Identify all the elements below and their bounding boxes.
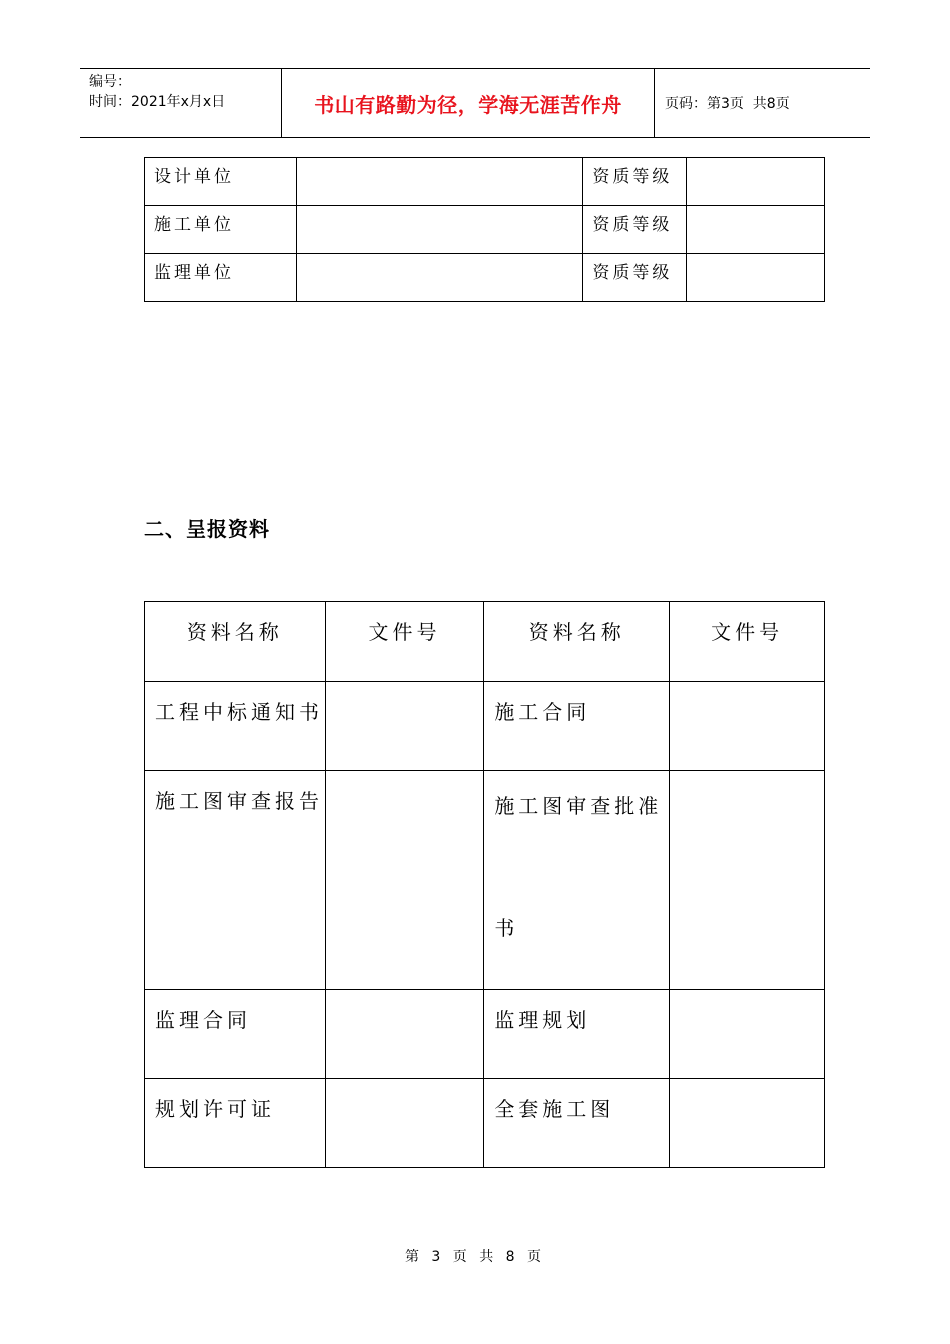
doc-name: 全套施工图 — [494, 1097, 615, 1121]
file-number-cell — [325, 990, 484, 1079]
column-header: 文件号 — [368, 620, 441, 644]
table-row — [145, 254, 825, 302]
units-table — [144, 157, 825, 302]
doc-name-cell — [484, 771, 670, 990]
qual-label: 资质等级 — [592, 263, 673, 283]
qual-value-cell — [687, 206, 825, 254]
unit-label-cell — [145, 206, 297, 254]
header-cell — [145, 602, 326, 682]
page-label: 页码：第3页 共8页 — [665, 96, 790, 112]
file-number-cell — [325, 682, 484, 771]
column-header: 资料名称 — [186, 620, 283, 644]
table-row — [145, 158, 825, 206]
doc-name-cell — [145, 990, 326, 1079]
doc-name-cell — [145, 682, 326, 771]
table-header-row — [145, 602, 825, 682]
unit-label-cell — [145, 254, 297, 302]
qual-label: 资质等级 — [592, 215, 673, 235]
footer-page-number: 第 3 页 共 8 页 — [404, 1249, 546, 1265]
doc-name-cell — [484, 1079, 670, 1168]
unit-label: 设计单位 — [154, 167, 234, 187]
table-row — [145, 771, 825, 990]
documents-table — [144, 601, 825, 1168]
doc-name: 规划许可证 — [155, 1097, 275, 1121]
doc-name-cell — [145, 1079, 326, 1168]
qual-value-cell — [687, 158, 825, 206]
header-page-info — [665, 69, 790, 137]
file-number-cell — [670, 682, 825, 771]
qual-label: 资质等级 — [592, 167, 673, 187]
unit-label: 施工单位 — [154, 215, 234, 235]
unit-label-cell — [145, 158, 297, 206]
section-title: 二、呈报资料 — [144, 517, 270, 541]
header-divider — [654, 69, 655, 137]
unit-label: 监理单位 — [154, 263, 234, 283]
table-row — [145, 206, 825, 254]
qual-label-cell — [583, 158, 687, 206]
doc-name: 监理合同 — [155, 1008, 251, 1032]
doc-name-cell — [145, 771, 326, 990]
table-row — [145, 990, 825, 1079]
header-cell — [325, 602, 484, 682]
header-motto: 书山有路勤为径，学海无涯苦作舟 — [314, 92, 622, 117]
header-cell — [670, 602, 825, 682]
table-row — [145, 1079, 825, 1168]
file-number-cell — [670, 771, 825, 990]
page-footer — [0, 1246, 950, 1266]
doc-name: 工程中标通知书 — [155, 700, 323, 724]
file-number-cell — [325, 1079, 484, 1168]
header-meta — [89, 72, 225, 112]
unit-value-cell — [296, 206, 583, 254]
doc-name: 施工图审查批准书 — [494, 794, 663, 940]
qual-label-cell — [583, 254, 687, 302]
unit-value-cell — [296, 254, 583, 302]
doc-name: 监理规划 — [494, 1008, 591, 1032]
doc-name-cell — [484, 990, 670, 1079]
time-label: 时间：2021年x月x日 — [89, 94, 226, 110]
number-label: 编号： — [89, 74, 131, 90]
doc-name: 施工合同 — [494, 700, 591, 724]
doc-name: 施工图审查报告 — [155, 789, 323, 813]
qual-value-cell — [687, 254, 825, 302]
file-number-cell — [670, 990, 825, 1079]
header-cell — [484, 602, 670, 682]
unit-value-cell — [296, 158, 583, 206]
column-header: 资料名称 — [528, 620, 625, 644]
qual-label-cell — [583, 206, 687, 254]
page-header — [80, 68, 870, 138]
file-number-cell — [670, 1079, 825, 1168]
file-number-cell — [325, 771, 484, 990]
column-header: 文件号 — [711, 620, 784, 644]
